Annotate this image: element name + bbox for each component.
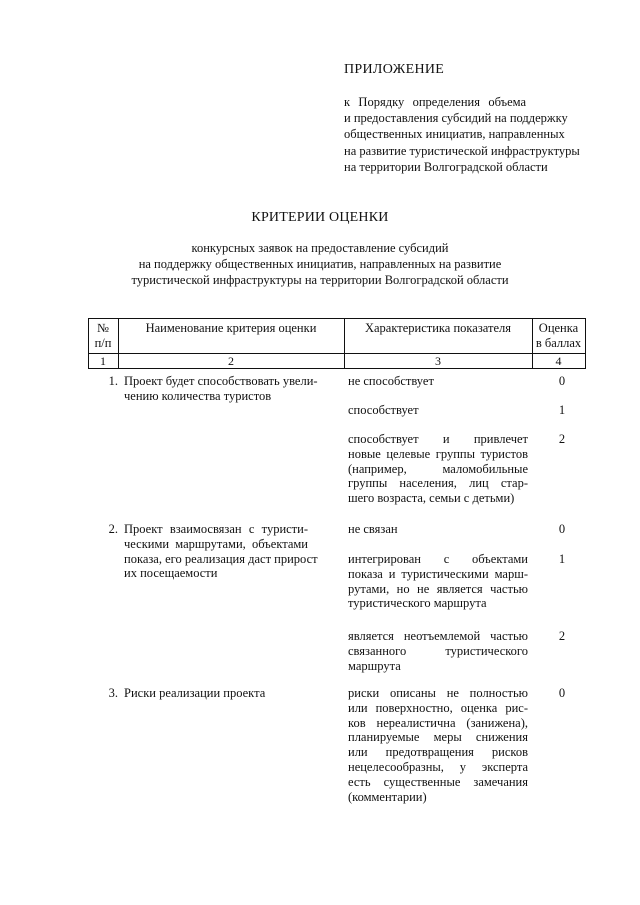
appendix-line: на развитие туристической инфраструктуры [344,143,580,158]
document-subtitle [100,240,540,288]
appendix-line: и предоставления субсидий на поддержку [344,111,568,126]
criterion-name: Проект будет способствовать увели- чению количества туристов [124,374,318,403]
column-number: 1 [100,354,106,368]
header-characteristic: Характеристика показателя [364,321,512,335]
option-score: 0 [558,522,566,536]
criteria-table [88,318,586,804]
option-score: 0 [558,374,566,388]
criterion-number: 3. [108,686,118,700]
header-score: Оценка в баллах [535,321,582,350]
column-number: 3 [435,354,441,368]
header-num: № п/п [94,321,112,350]
appendix-line: на территории Волгоградской области [344,159,548,174]
criterion-number: 1. [108,374,118,388]
criterion-option: риски описаны не полностью или поверхностно, оценка рис- ков нереалистична (занижена), планируемые меры снижения или предотвращения рисков нецелесообразны, у эксперта есть существенные замечания (комментарии) [348,686,528,804]
option-score: 1 [558,552,566,566]
option-score: 2 [558,432,566,446]
criterion-option: способствует и привлечет новые целевые группы туристов (например, маломобильные группы населения, лиц стар- шего возраста, семьи с детьми) [348,432,528,506]
subtitle-line: на поддержку общественных инициатив, направленных на развитие [138,257,502,271]
table-header [88,318,586,354]
criterion-option: не способствует [348,374,434,388]
criterion-option: не связан [348,522,398,536]
appendix-line: общественных инициатив, направленных [344,127,565,142]
option-score: 0 [558,686,566,700]
option-score: 1 [558,403,566,417]
criterion-option: является неотъемлемой частью связанного туристического маршрута [348,629,528,673]
appendix-text [344,94,580,175]
column-number-row [88,354,586,369]
criterion-option: способствует [348,403,419,417]
document-title: КРИТЕРИИ ОЦЕНКИ [251,210,389,225]
header-name: Наименование критерия оценки [145,321,317,335]
criterion-name: Риски реализации проекта [124,686,266,700]
criterion-option: интегрирован с объектами показа и туристическими марш- рутами, но не является частью туристического маршрута [348,552,528,611]
appendix-title: ПРИЛОЖЕНИЕ [344,62,445,77]
appendix-line: к Порядку определения объема [344,95,526,109]
criterion-name: Проект взаимосвязан с туристи- ческими маршрутами, объектами показа, его реализация даст прирост их посещаемости [124,522,318,581]
column-number: 4 [555,354,562,368]
subtitle-line: туристической инфраструктуры на территории Волгоградской области [131,273,509,287]
subtitle-line: конкурсных заявок на предоставление субсидий [191,241,449,255]
option-score: 2 [558,629,566,643]
criterion-number: 2. [108,522,118,536]
column-number: 2 [228,354,234,368]
